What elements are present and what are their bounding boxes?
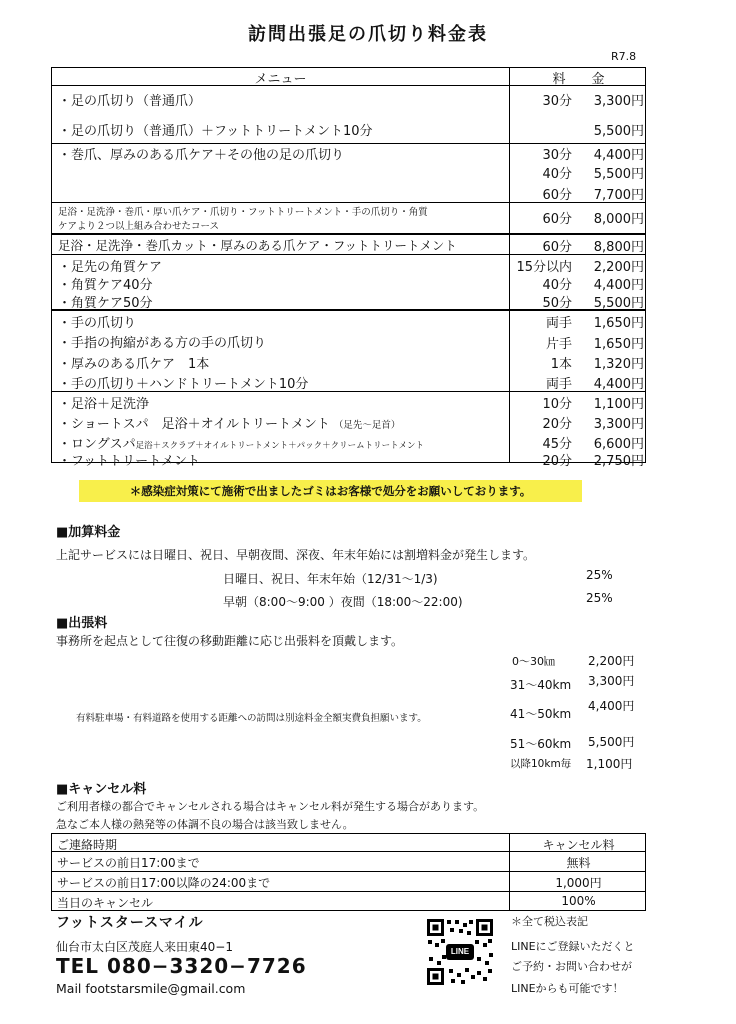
- travel-description: 事務所を起点として往復の移動距離に応じ出張料を頂戴します。: [56, 634, 404, 648]
- menu-main: ・ショートスパ 足浴＋オイルトリートメント: [58, 417, 330, 432]
- menu-note: （足先〜足首）: [333, 420, 401, 431]
- table-row-menu: ・角質ケア50分: [58, 296, 153, 311]
- cancel-header-period: ご連絡時期: [57, 838, 118, 852]
- table-row-time: 10分: [542, 397, 572, 412]
- table-row-price: 5,500円: [593, 167, 644, 182]
- cancel-header-fee: キャンセル料: [542, 838, 615, 852]
- table-row-price: 6,600円: [593, 437, 644, 452]
- surcharge-item-rate: 25%: [586, 591, 613, 605]
- cancel-table: [51, 833, 646, 911]
- infection-notice: ＊感染症対策にて施術で出ましたゴミはお客様で処分をお願いしております。: [79, 480, 582, 502]
- table-row-time: 20分: [542, 454, 572, 469]
- table-row-price: 3,300円: [593, 94, 644, 109]
- table-row-price: 2,200円: [593, 260, 644, 275]
- table-row-fee: 100%: [561, 894, 596, 908]
- table-row-price: 8,800円: [593, 240, 644, 255]
- table-row-menu-cont: ケアより２つ以上組み合わせたコース: [58, 221, 220, 232]
- line-note: LINEにご登録いただくと: [511, 940, 635, 953]
- price-table-header-menu: メニュー: [254, 72, 307, 87]
- travel-distance: 0〜30㎞: [512, 655, 555, 668]
- table-row-menu: 足浴・足洗浄・巻爪・厚い爪ケア・爪切り・フットトリートメント・手の爪切り・角質: [58, 207, 428, 218]
- phone-number: TEL 080−3320−7726: [56, 954, 307, 978]
- line-note: ご予約・お問い合わせが: [511, 960, 632, 973]
- table-row-time: 30分: [542, 94, 572, 109]
- menu-main: ・ロングスパ: [58, 437, 136, 452]
- menu-note: 足浴＋スクラブ＋オイルトリートメント＋パック＋クリームトリートメント: [135, 441, 425, 451]
- table-row-time: 30分: [542, 148, 572, 163]
- travel-price: 5,500円: [588, 735, 635, 749]
- travel-heading: ■出張料: [56, 616, 108, 631]
- table-row-time: 60分: [542, 212, 572, 227]
- table-row-menu: [58, 413, 400, 432]
- email-address: Mail footstarsmile@gmail.com: [56, 981, 246, 996]
- surcharge-item-label: 早朝（8:00〜9:00 ）夜間（18:00〜22:00): [223, 595, 463, 609]
- cancel-heading: ■キャンセル料: [56, 782, 147, 797]
- table-row-menu: ・厚みのある爪ケア 1本: [58, 357, 210, 372]
- table-row-menu: ・フットトリートメント: [58, 454, 200, 469]
- table-row-menu: ・手の爪切り: [58, 316, 137, 331]
- table-row-fee: 1,000円: [555, 876, 602, 890]
- table-row-time: 60分: [542, 188, 572, 203]
- table-row-time: 片手: [545, 337, 572, 352]
- table-row-period: サービスの前日17:00以降の24:00まで: [57, 876, 271, 890]
- table-row-price: 1,100円: [593, 397, 644, 412]
- table-row-price: 8,000円: [593, 212, 644, 227]
- table-row-price: 1,650円: [593, 337, 644, 352]
- table-row-time: 1本: [550, 357, 572, 372]
- travel-price: 3,300円: [588, 674, 635, 688]
- table-row-price: 3,300円: [593, 417, 644, 432]
- table-row-price: 4,400円: [593, 377, 644, 392]
- brand-name: フットスタースマイル: [56, 915, 204, 931]
- travel-distance: 以降10km毎: [510, 758, 572, 770]
- travel-note: 有料駐車場・有料道路を使用する距離への訪問は別途料金全額実費負担願います。: [76, 713, 427, 724]
- table-row-price: 7,700円: [593, 188, 644, 203]
- price-table-header-price: 料 金: [552, 72, 605, 87]
- table-row-fee: 無料: [566, 856, 591, 870]
- table-row-period: 当日のキャンセル: [57, 896, 154, 910]
- table-row-time: 40分: [542, 167, 572, 182]
- table-row-price: 2,750円: [593, 454, 644, 469]
- table-row-price: 1,650円: [593, 316, 644, 331]
- table-row-time: 45分: [542, 437, 572, 452]
- table-row-price: 4,400円: [593, 278, 644, 293]
- table-row-menu: ・手の爪切り＋ハンドトリートメント10分: [58, 377, 309, 392]
- cancel-line-1: ご利用者様の都合でキャンセルされる場合はキャンセル料が発生する場合があります。: [56, 800, 485, 813]
- qr-label: LINE: [450, 947, 470, 956]
- line-note: LINEからも可能です！: [511, 982, 624, 995]
- table-row-menu: ・足先の角質ケア: [58, 260, 163, 275]
- table-row-time: 両手: [545, 377, 572, 392]
- table-row-time: 両手: [545, 316, 572, 331]
- table-row-menu: ・足浴＋足洗浄: [58, 397, 150, 412]
- page-title: 訪問出張足の爪切り料金表: [248, 24, 488, 45]
- table-row-time: 40分: [542, 278, 572, 293]
- table-row-menu: 足浴・足洗浄・巻爪カット・厚みのある爪ケア・フットトリートメント: [58, 238, 457, 253]
- table-row-price: 5,500円: [593, 124, 644, 139]
- table-row-price: 4,400円: [593, 148, 644, 163]
- travel-price: 2,200円: [588, 654, 635, 668]
- table-row-period: サービスの前日17:00まで: [57, 856, 200, 870]
- table-row-menu: ・足の爪切り（普通爪）: [58, 94, 202, 109]
- revision-label: R7.8: [611, 50, 637, 63]
- line-qr-code-icon: [425, 917, 495, 987]
- price-table: [51, 67, 646, 469]
- table-row-time: 15分以内: [516, 260, 572, 275]
- tax-note: ＊全て税込表記: [511, 915, 588, 928]
- table-row-menu: ・足の爪切り（普通爪）＋フットトリートメント10分: [58, 124, 373, 139]
- cancel-line-2: 急なご本人様の熱発等の体調不良の場合は該当致しません。: [56, 818, 354, 831]
- table-row-menu: ・巻爪、厚みのある爪ケア＋その他の足の爪切り: [58, 148, 345, 163]
- travel-price: 4,400円: [588, 699, 635, 713]
- travel-distance: 51〜60km: [510, 737, 572, 751]
- travel-distance: 31〜40km: [510, 678, 572, 692]
- table-row-time: 20分: [542, 417, 572, 432]
- travel-price: 1,100円: [586, 757, 633, 771]
- table-row-time: 50分: [542, 296, 572, 311]
- surcharge-description: 上記サービスには日曜日、祝日、早朝夜間、深夜、年末年始には割増料金が発生します。: [56, 548, 536, 562]
- surcharge-item-label: 日曜日、祝日、年末年始（12/31〜1/3): [223, 572, 438, 586]
- surcharge-heading: ■加算料金: [56, 525, 121, 540]
- table-row-time: 60分: [542, 240, 572, 255]
- travel-distance: 41〜50km: [510, 707, 572, 721]
- table-row-menu: ・角質ケア40分: [58, 278, 153, 293]
- table-row-menu: ・手指の拘縮がある方の手の爪切り: [58, 336, 267, 351]
- table-row-price: 5,500円: [593, 296, 644, 311]
- surcharge-item-rate: 25%: [586, 568, 613, 582]
- table-row-price: 1,320円: [593, 357, 644, 372]
- address: 仙台市太白区茂庭人来田東40−1: [56, 940, 233, 954]
